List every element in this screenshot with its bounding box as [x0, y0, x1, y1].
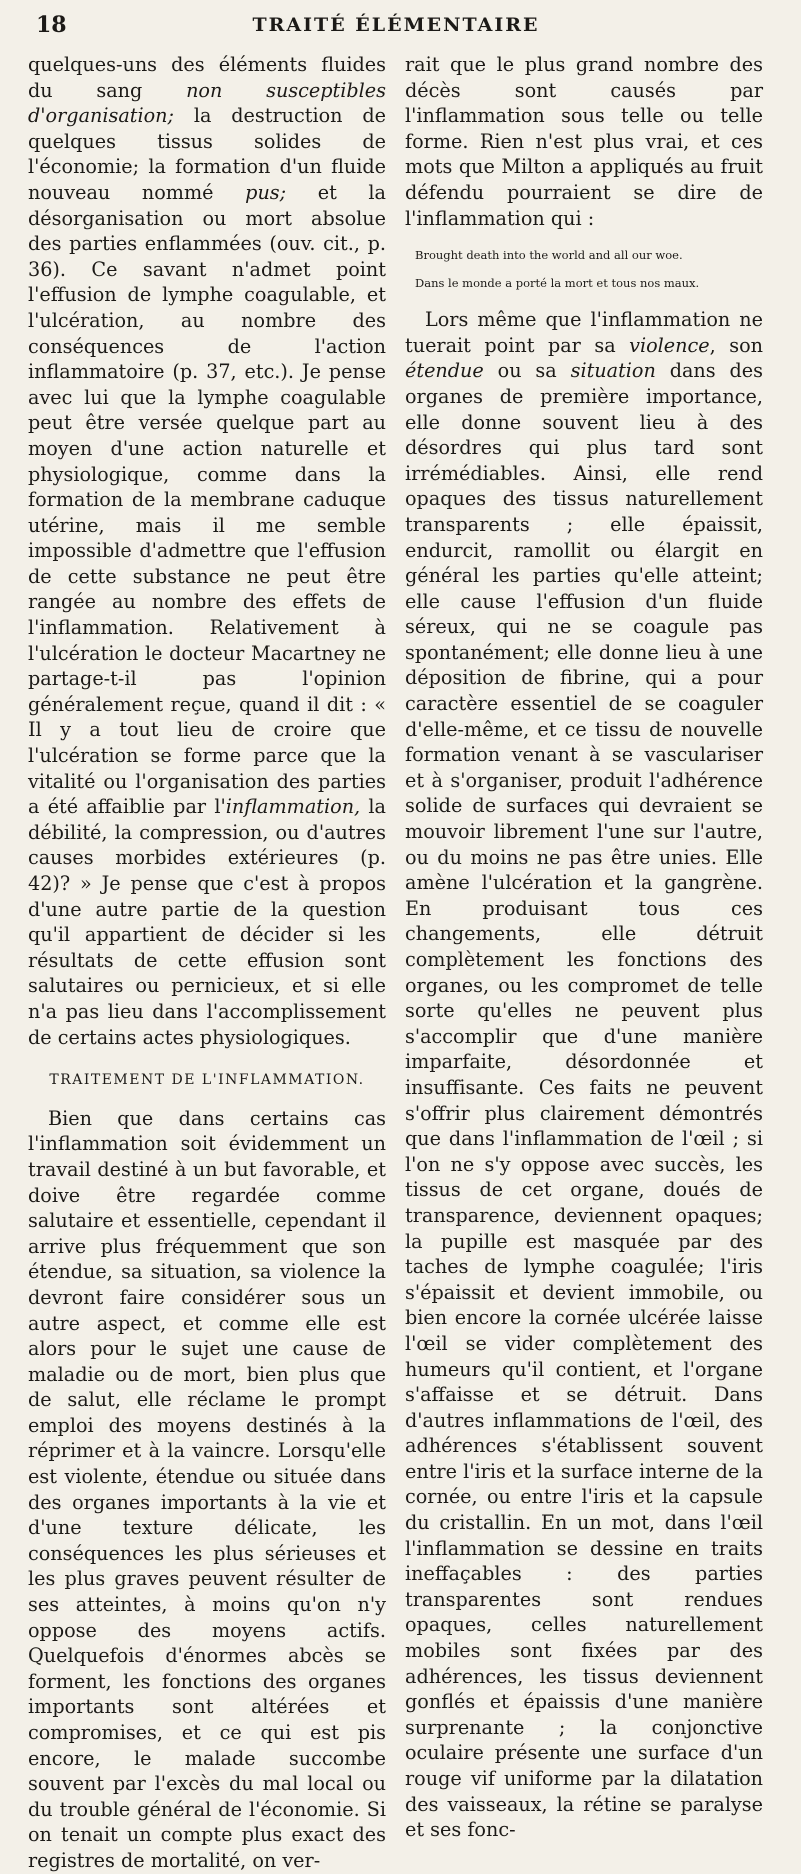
text-run: quelques-uns des éléments fluides du sang: [28, 53, 386, 102]
italic-text: non susceptibles d'organisation;: [28, 78, 386, 128]
milton-quote: [405, 241, 763, 297]
paragraph: [405, 307, 763, 1843]
text-run: la débilité, la compression, ou d'autres causes morbides extérieures (p. 42)? » Je pense que c'est à propos d'une autre partie de la question qu'il appartient de décider si les résultats de cette effusion sont salutaires ou pernicieux, et si elle n'a pas lieu dans l'accomplissement de certains actes physiologiques.: [28, 795, 386, 1049]
text-run: dans des organes de première importance, elle donne souvent lieu à des désordres qui plus tard sont irrémédiables. Ainsi, elle rend opaques des tissus naturellement transparents ; elle épaissit, endurcit, ramollit ou élargit en général les parties qu'elle atteint; elle cause l'effusion d'un fluide séreux, qui ne se coagule pas spontanément; elle donne lieu à une déposition de fibrine, qui a pour caractère essentiel de se coaguler d'elle-même, et ce tissu de nouvelle formation venant à se vasculariser et à s'organiser, produit l'adhérence solide de surfaces qui devraient se mouvoir librement l'une sur l'autre, ou du moins ne pas être unies. Elle amène l'ulcération et la gangrène. En produisant tous ces changements, elle détruit complètement les fonctions des organes, ou les compromet de telle sorte qu'elles ne peuvent plus s'accomplir que d'une manière imparfaite, désordonnée et insuffisante. Ces faits ne peuvent s'offrir plus clairement démontrés que dans l'inflammation de l'œil ; si l'on ne s'y oppose avec succès, les tissus de cet organe, doués de transparence, deviennent opaques; la pupille est masquée par des taches de lymphe coagulée; l'iris s'épaissit et devient immobile, ou bien encore la cornée ulcérée laisse l'œil se vider complètement des humeurs qu'il contient, et l'organe s'affaisse et se détruit. Dans d'autres inflammations de l'œil, des adhérences s'établissent souvent entre l'iris et la surface interne de la cornée, ou entre l'iris et la capsule du cristallin. En un mot, dans l'œil l'inflammation se dessine en traits ineffaçables : des parties transparentes sont rendues opaques, celles naturellement mobiles sont fixées par des adhérences, les tissus deviennent gonflés et épaissis d'une manière surprenante ; la conjonctive oculaire présente une surface d'un rouge vif uniforme par la dilatation des vaisseaux, la rétine se paralyse et ses fonc-: [405, 359, 763, 1842]
text-run: ou sa: [483, 359, 571, 383]
left-column: [28, 52, 386, 1874]
text-run: Lors même que l'inflammation ne tuerait point par sa: [405, 308, 763, 357]
text-run: , son: [709, 333, 763, 357]
text-run: Bien que dans certains cas l'inflammation soit évidemment un travail destiné à un but favorable, et doive être regardée comme salutaire et essentielle, cependant il arrive plus fréquemment que son étendue, sa situation, sa violence la devront faire considérer sous un autre aspect, et comme elle est alors pour le sujet une cause de maladie ou de mort, bien plus que de salut, elle réclame le prompt emploi des moyens destinés à la réprimer et à la vaincre. Lorsqu'elle est violente, étendue ou située dans des organes importants à la vie et d'une texture délicate, les conséquences les plus sérieuses et les plus graves peuvent résulter de ses atteintes, à moins qu'on n'y oppose des moyens actifs. Quelquefois d'énormes abcès se forment, les fonctions des organes importants sont altérées et compromises, et ce qui est pis encore, le malade succombe souvent par l'excès du mal local ou du trouble général de l'économie. Si on tenait un compte plus exact des registres de mortalité, on ver-: [28, 1106, 386, 1872]
page-number: 18: [36, 12, 67, 38]
paragraph: [28, 1106, 386, 1874]
text-run: la destruction de quelques tissus solides de l'économie; la formation d'un fluide nouveau nommé: [28, 104, 386, 204]
italic-text: étendue: [405, 359, 484, 383]
text-run: rait que le plus grand nombre des décès sont causés par l'inflammation sous telle ou telle forme. Rien n'est plus vrai, et ces mots que Milton a appliqués au fruit défendu pourraient se dire de l'inflammation qui :: [405, 53, 763, 230]
italic-text: situation: [570, 359, 656, 383]
italic-text: violence: [629, 333, 710, 357]
paragraph: [405, 52, 763, 231]
right-column: [405, 52, 763, 1843]
quote-english: Brought death into the world and all our woe.: [415, 248, 683, 263]
running-title: TRAITÉ ÉLÉMENTAIRE: [252, 14, 540, 36]
page-header: [36, 12, 756, 42]
quote-french: Dans le monde a porté la mort et tous nos maux.: [415, 276, 700, 291]
italic-text: inflammation,: [225, 795, 361, 819]
text-run: et la désorganisation ou mort absolue des parties enflammées (ouv. cit., p. 36). Ce savant n'admet point l'effusion de lymphe coagulable, et l'ulcération, au nombre des conséquences de l'action inflammatoire (p. 37, etc.). Je pense avec lui que la lymphe coagulable peut être versée quelque part au moyen d'une action naturelle et physiologique, comme dans la formation de la membrane caduque utérine, mais il me semble impossible d'admettre que l'effusion de cette substance ne peut être rangée au nombre des effets de l'inflammation. Relativement à l'ulcération le docteur Macartney ne partage-t-il pas l'opinion généralement reçue, quand il dit : « Il y a tout lieu de croire que l'ulcération se forme parce que la vitalité ou l'organisation des parties a été affaiblie par l': [28, 180, 386, 819]
section-heading: TRAITEMENT DE L'INFLAMMATION.: [49, 1072, 365, 1089]
paragraph: [28, 52, 386, 1050]
italic-text: pus;: [245, 180, 287, 204]
